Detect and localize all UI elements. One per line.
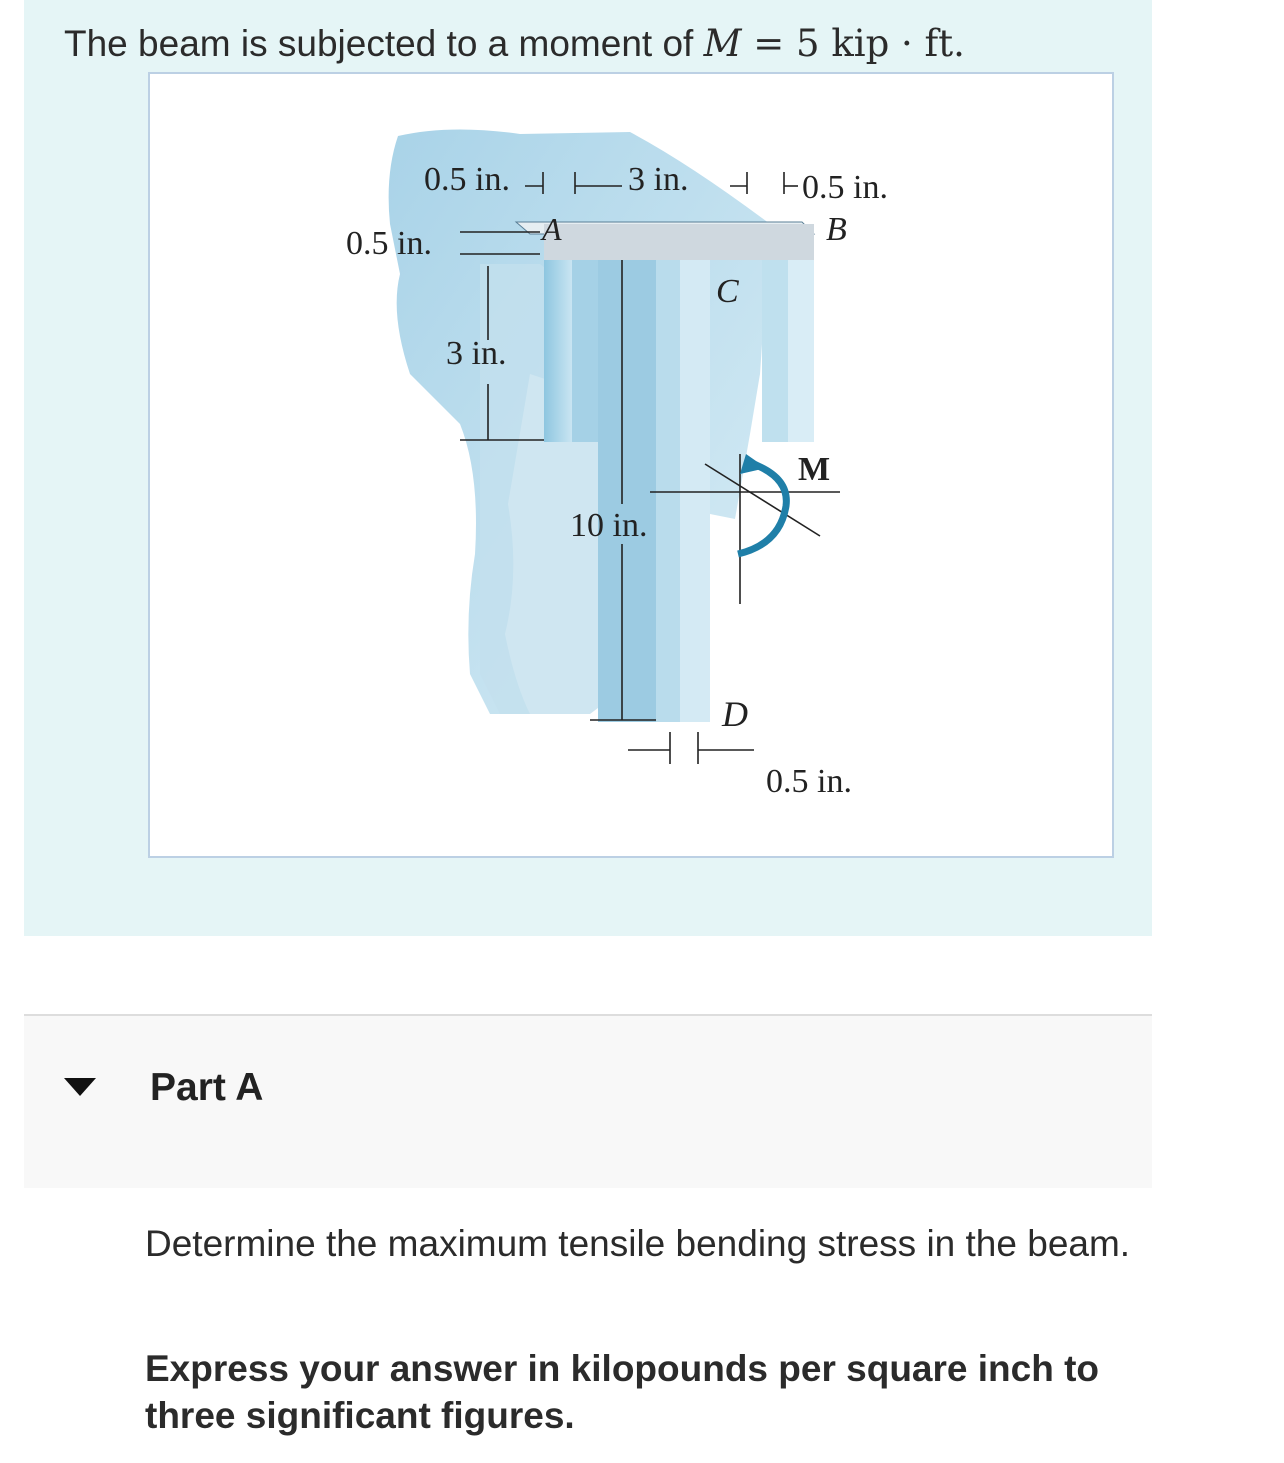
left-leg-side [572, 260, 598, 442]
label-flange-thickness: 0.5 in. [346, 225, 432, 262]
right-leg [762, 260, 788, 442]
web-left-side [598, 260, 656, 722]
part-title: Part A [150, 1066, 264, 1109]
moment-variable: M [703, 22, 742, 65]
label-moment: M [798, 451, 831, 488]
label-point-d: D [722, 694, 748, 734]
moment-value: = 5 kip · ft. [741, 22, 965, 65]
moment-expression [704, 22, 965, 65]
label-point-c: C [716, 273, 739, 310]
web-right-side [680, 260, 710, 722]
right-leg-side [788, 260, 814, 442]
label-web-height: 10 in. [570, 507, 648, 544]
problem-statement [64, 22, 965, 65]
label-point-b: B [826, 211, 847, 248]
top-flange-front [544, 224, 814, 260]
collapse-triangle-icon[interactable] [64, 1078, 96, 1096]
beam-figure [148, 72, 1114, 858]
label-top-middle-width: 3 in. [628, 161, 689, 198]
problem-intro-panel [24, 0, 1152, 936]
web-front [656, 260, 680, 722]
label-top-left-width: 0.5 in. [424, 161, 510, 198]
label-point-a: A [542, 211, 562, 247]
moment-arrow [738, 462, 786, 554]
label-top-right-width: 0.5 in. [802, 169, 888, 206]
left-leg [544, 260, 572, 442]
beam-diagram [150, 74, 1112, 856]
answer-instruction: Express your answer in kilopounds per square inch to three significant figures. [145, 1348, 1100, 1436]
part-a-header[interactable] [24, 1014, 1152, 1188]
problem-statement-text: The beam is subjected to a moment of [64, 23, 704, 64]
label-leg-height: 3 in. [446, 335, 507, 372]
label-web-thickness: 0.5 in. [766, 763, 852, 800]
question-text: Determine the maximum tensile bending stress in the beam. [145, 1223, 1131, 1264]
